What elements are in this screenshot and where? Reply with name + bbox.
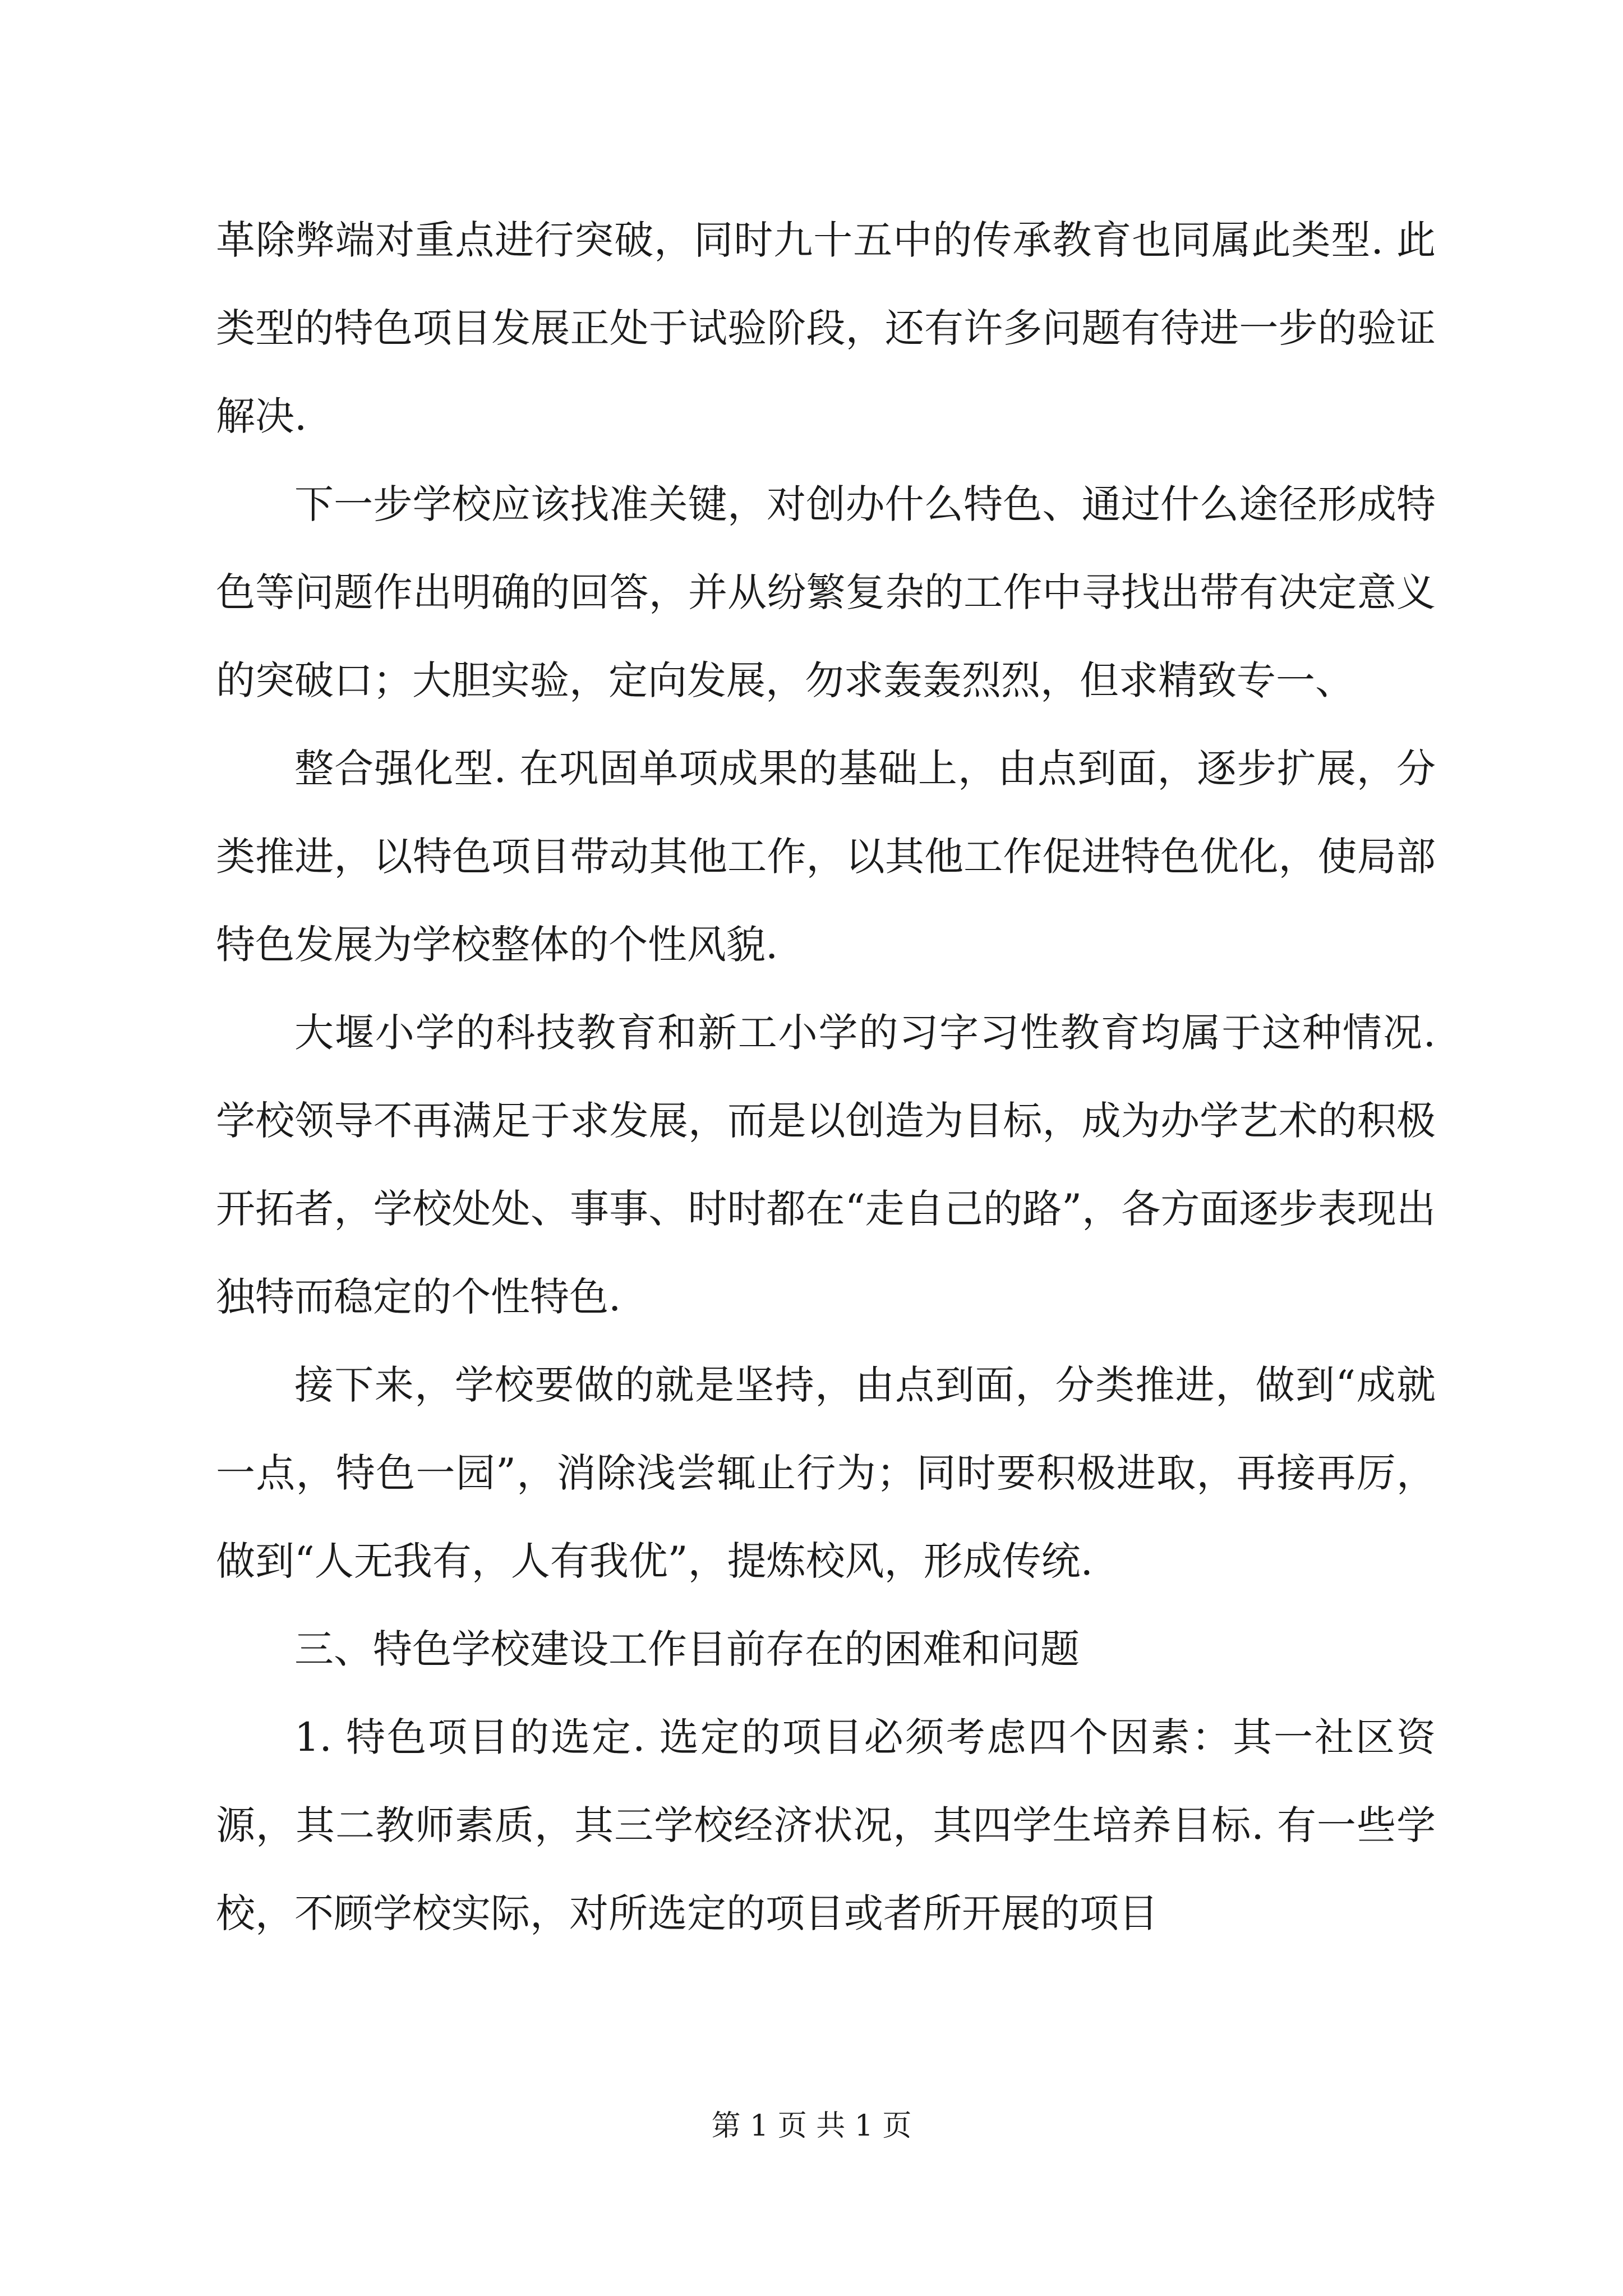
page-number-footer: 第 1 页 共 1 页 <box>711 2109 912 2143</box>
paragraph-continuation: 革除弊端对重点进行突破，同时九十五中的传承教育也同属此类型. 此类型的特色项目发展正处于试验阶段，还有许多问题有待进一步的验证解决. <box>216 217 1436 439</box>
paragraph-project-selection: 1. 特色项目的选定. 选定的项目必须考虑四个因素：其一社区资源，其二教师素质，其三学校经济状况，其四学生培养目标. 有一些学校，不顾学校实际，对所选定的项目或者所开展的项目 <box>216 1714 1436 1936</box>
paragraph-next-steps: 下一步学校应该找准关键，对创办什么特色、通过什么途径形成特色等问题作出明确的回答，并从纷繁复杂的工作中寻找出带有决定意义的突破口；大胆实验，定向发展，勿求轰轰烈烈，但求精致专一、 <box>216 481 1436 703</box>
paragraph-persistence: 接下来，学校要做的就是坚持，由点到面，分类推进，做到“成就一点，特色一园”，消除浅尝辄止行为；同时要积极进取，再接再厉，做到“人无我有，人有我优”，提炼校风，形成传统. <box>216 1362 1436 1584</box>
section-heading-problems: 三、特色学校建设工作目前存在的困难和问题 <box>294 1626 1080 1672</box>
paragraph-integration-type: 整合强化型. 在巩固单项成果的基础上，由点到面，逐步扩展，分类推进，以特色项目带动其他工作，以其他工作促进特色优化，使局部特色发展为学校整体的个性风貌. <box>216 746 1436 968</box>
paragraph-example-schools: 大堰小学的科技教育和新工小学的习字习性教育均属于这种情况. 学校领导不再满足于求发展，而是以创造为目标，成为办学艺术的积极开拓者，学校处处、事事、时时都在“走自己的路”，各方面逐步表现出独特而稳定的个性特色. <box>216 1010 1436 1320</box>
document-body <box>216 196 1436 1958</box>
